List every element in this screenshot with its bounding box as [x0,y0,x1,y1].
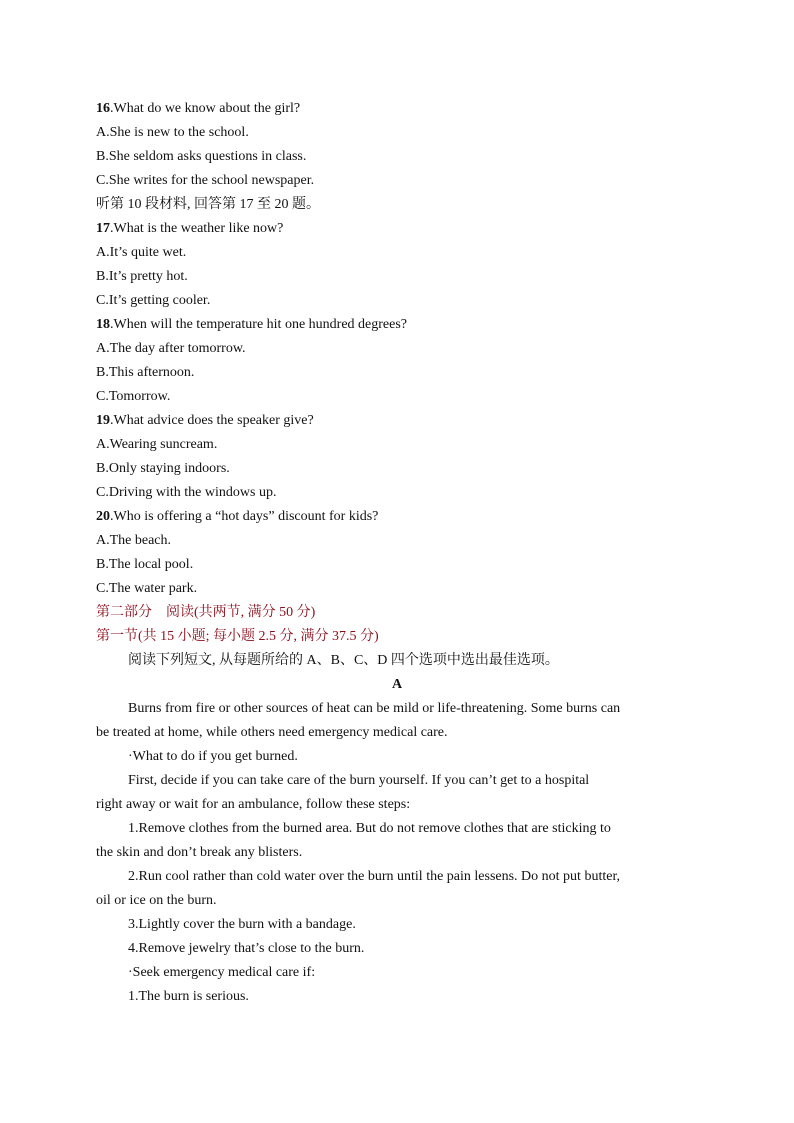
passage-line: 2.Run cool rather than cold water over the burn until the pain lessens. Do not put butter, [128,869,621,884]
option-18-a: A.The day after tomorrow. [96,341,246,356]
question-20 [96,508,378,526]
passage-line: the skin and don’t break any blisters. [96,845,303,860]
passage-line: 1.The burn is serious. [128,989,249,1004]
question-number: 17 [96,221,110,236]
section-title: 第二部分 阅读(共两节, 满分 50 分) [96,605,316,620]
passage-line: ·Seek emergency medical care if: [128,965,316,980]
option-19-b: B.Only staying indoors. [96,461,230,476]
passage-line: be treated at home, while others need emergency medical care. [96,725,448,740]
subsection-title: 第一节(共 15 小题; 每小题 2.5 分, 满分 37.5 分) [96,629,379,644]
question-text: .When will the temperature hit one hundred degrees? [110,317,407,332]
passage-line: right away or wait for an ambulance, follow these steps: [96,797,411,812]
option-17-c: C.It’s getting cooler. [96,293,211,308]
question-text: .Who is offering a “hot days” discount for kids? [110,509,379,524]
option-20-c: C.The water park. [96,581,198,596]
question-18 [96,316,407,334]
question-number: 19 [96,413,110,428]
option-20-b: B.The local pool. [96,557,194,572]
option-18-c: C.Tomorrow. [96,389,171,404]
reading-instruction: 阅读下列短文, 从每题所给的 A、B、C、D 四个选项中选出最佳选项。 [128,653,559,668]
option-18-b: B.This afternoon. [96,365,195,380]
passage-line: 3.Lightly cover the burn with a bandage. [128,917,356,932]
listening-instruction: 听第 10 段材料, 回答第 17 至 20 题。 [96,197,320,212]
passage-line: ·What to do if you get burned. [128,749,298,764]
passage-line: 1.Remove clothes from the burned area. But do not remove clothes that are sticking to [128,821,611,836]
question-19 [96,412,314,430]
option-16-b: B.She seldom asks questions in class. [96,149,307,164]
option-16-c: C.She writes for the school newspaper. [96,173,315,188]
question-16 [96,100,300,118]
question-17 [96,220,283,238]
question-number: 20 [96,509,110,524]
option-17-a: A.It’s quite wet. [96,245,187,260]
passage-line: First, decide if you can take care of the burn yourself. If you can’t get to a hospital [128,773,590,788]
option-19-c: C.Driving with the windows up. [96,485,277,500]
question-number: 18 [96,317,110,332]
question-text: .What do we know about the girl? [110,101,301,116]
passage-line: oil or ice on the burn. [96,893,217,908]
passage-line: 4.Remove jewelry that’s close to the burn. [128,941,365,956]
question-text: .What is the weather like now? [110,221,284,236]
question-text: .What advice does the speaker give? [110,413,314,428]
option-20-a: A.The beach. [96,533,172,548]
passage-label: A [391,677,403,692]
option-19-a: A.Wearing suncream. [96,437,218,452]
option-16-a: A.She is new to the school. [96,125,249,140]
question-number: 16 [96,101,110,116]
option-17-b: B.It’s pretty hot. [96,269,188,284]
passage-line: Burns from fire or other sources of heat can be mild or life-threatening. Some burns can [128,701,621,716]
